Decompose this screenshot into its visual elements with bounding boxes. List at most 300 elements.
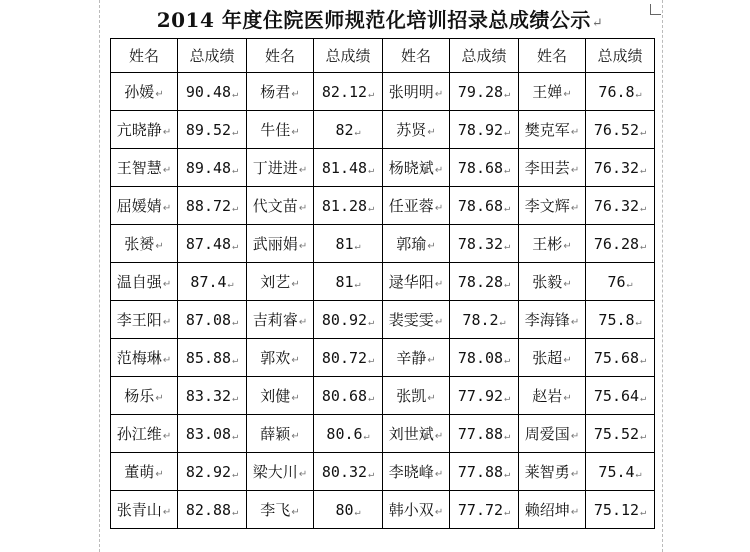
cell-end-mark-icon: ↵	[368, 354, 375, 366]
left-margin-guide	[99, 0, 100, 552]
score-cell	[450, 263, 519, 301]
cell-end-mark-icon: ↵	[635, 88, 642, 100]
name-value: 任亚蓉	[388, 197, 434, 215]
cell-end-mark-icon: ↵	[298, 203, 308, 214]
cell-end-mark-icon: ↵	[434, 317, 444, 328]
score-cell	[178, 301, 247, 339]
cell-end-mark-icon: ↵	[504, 202, 511, 214]
name-value: 杨君	[260, 83, 291, 101]
score-value: 80.92	[321, 310, 368, 329]
score-value: 83.32	[185, 386, 232, 405]
score-cell	[178, 339, 247, 377]
score-cell	[178, 491, 247, 529]
column-header-name: 姓名	[247, 39, 314, 73]
cell-end-mark-icon: ↵	[155, 241, 164, 252]
score-cell	[178, 225, 247, 263]
score-cell	[450, 339, 519, 377]
name-value: 吉莉睿	[252, 311, 298, 329]
name-value: 孙媛	[124, 83, 155, 101]
cell-end-mark-icon: ↵	[434, 165, 444, 176]
cell-end-mark-icon: ↵	[570, 317, 580, 328]
score-value: 78.2	[462, 310, 499, 329]
name-value: 逯华阳	[388, 273, 434, 291]
score-value: 80.72	[321, 348, 368, 367]
cell-end-mark-icon: ↵	[368, 202, 375, 214]
cell-end-mark-icon: ↵	[298, 241, 308, 252]
name-value: 牛佳	[260, 121, 291, 139]
cell-end-mark-icon: ↵	[155, 393, 164, 404]
score-value: 81	[335, 234, 354, 253]
name-cell	[383, 225, 450, 263]
score-value: 75.68	[593, 348, 640, 367]
score-value: 80	[335, 500, 354, 519]
name-cell	[519, 263, 586, 301]
name-value: 杨晓斌	[388, 159, 434, 177]
name-value: 张凯	[396, 387, 427, 405]
name-cell	[111, 187, 178, 225]
cell-end-mark-icon: ↵	[232, 506, 239, 518]
table-row	[111, 149, 655, 187]
cell-end-mark-icon: ↵	[640, 126, 647, 138]
name-cell	[111, 339, 178, 377]
score-cell	[178, 73, 247, 111]
name-value: 杨乐	[124, 387, 155, 405]
cell-end-mark-icon: ↵	[291, 355, 300, 366]
name-value: 张明明	[388, 83, 434, 101]
score-cell	[586, 453, 655, 491]
score-cell	[450, 301, 519, 339]
right-margin-guide	[662, 0, 663, 552]
name-cell	[111, 111, 178, 149]
cell-end-mark-icon: ↵	[368, 468, 375, 480]
cell-end-mark-icon: ↵	[298, 317, 308, 328]
name-value: 薛颖	[260, 425, 291, 443]
name-cell	[111, 491, 178, 529]
cell-end-mark-icon: ↵	[162, 279, 172, 290]
name-value: 周爱国	[524, 425, 570, 443]
column-header-score: 总成绩	[314, 39, 383, 73]
name-cell	[383, 73, 450, 111]
name-cell	[247, 263, 314, 301]
name-value: 亢晓静	[116, 121, 162, 139]
cell-end-mark-icon: ↵	[563, 393, 572, 404]
name-value: 张青山	[116, 501, 162, 519]
paragraph-mark-icon: ↵	[591, 16, 604, 31]
score-value: 82.12	[321, 82, 368, 101]
cell-end-mark-icon: ↵	[368, 392, 375, 404]
score-value: 75.4	[598, 462, 635, 481]
cell-end-mark-icon: ↵	[291, 127, 300, 138]
score-value: 77.88	[457, 462, 504, 481]
score-cell	[586, 491, 655, 529]
cell-end-mark-icon: ↵	[232, 430, 239, 442]
score-cell	[314, 453, 383, 491]
cell-end-mark-icon: ↵	[427, 393, 436, 404]
name-cell	[519, 301, 586, 339]
name-value: 李田芸	[524, 159, 570, 177]
name-cell	[383, 187, 450, 225]
cell-end-mark-icon: ↵	[640, 240, 647, 252]
name-cell	[519, 225, 586, 263]
score-value: 87.08	[185, 310, 232, 329]
name-value: 张超	[532, 349, 563, 367]
cell-end-mark-icon: ↵	[427, 127, 436, 138]
name-value: 丁进进	[252, 159, 298, 177]
name-value: 孙江维	[116, 425, 162, 443]
name-cell	[247, 301, 314, 339]
name-value: 董萌	[124, 463, 155, 481]
name-cell	[111, 149, 178, 187]
score-value: 75.8	[598, 310, 635, 329]
name-cell	[519, 149, 586, 187]
score-value: 78.28	[457, 272, 504, 291]
name-value: 赵岩	[532, 387, 563, 405]
name-value: 郭瑜	[396, 235, 427, 253]
cell-end-mark-icon: ↵	[626, 278, 633, 290]
name-cell	[111, 225, 178, 263]
name-cell	[383, 111, 450, 149]
name-value: 赖绍坤	[524, 501, 570, 519]
score-value: 85.88	[185, 348, 232, 367]
score-cell	[586, 301, 655, 339]
cell-end-mark-icon: ↵	[635, 468, 642, 480]
name-value: 樊克军	[524, 121, 570, 139]
name-cell	[383, 377, 450, 415]
score-cell	[314, 187, 383, 225]
score-value: 83.08	[185, 424, 232, 443]
name-cell	[247, 453, 314, 491]
score-cell	[586, 263, 655, 301]
table-body	[111, 73, 655, 529]
cell-end-mark-icon: ↵	[427, 241, 436, 252]
score-cell	[586, 339, 655, 377]
cell-end-mark-icon: ↵	[232, 88, 239, 100]
cell-end-mark-icon: ↵	[563, 89, 572, 100]
cell-end-mark-icon: ↵	[640, 430, 647, 442]
name-cell	[247, 111, 314, 149]
score-cell	[178, 111, 247, 149]
document-title	[100, 4, 660, 32]
score-value: 76.32	[593, 196, 640, 215]
score-cell	[314, 415, 383, 453]
score-cell	[586, 149, 655, 187]
table-row	[111, 73, 655, 111]
cell-end-mark-icon: ↵	[434, 431, 444, 442]
name-value: 刘艺	[260, 273, 291, 291]
cell-end-mark-icon: ↵	[232, 202, 239, 214]
score-value: 76.52	[593, 120, 640, 139]
cell-end-mark-icon: ↵	[434, 279, 444, 290]
name-value: 李晓峰	[388, 463, 434, 481]
score-cell	[314, 149, 383, 187]
name-value: 张赟	[124, 235, 155, 253]
score-value: 80.32	[321, 462, 368, 481]
name-cell	[383, 453, 450, 491]
score-value: 75.64	[593, 386, 640, 405]
column-header-name: 姓名	[383, 39, 450, 73]
cell-end-mark-icon: ↵	[504, 354, 511, 366]
name-cell	[247, 415, 314, 453]
cell-end-mark-icon: ↵	[368, 88, 375, 100]
score-value: 77.72	[457, 500, 504, 519]
name-cell	[519, 73, 586, 111]
score-cell	[314, 301, 383, 339]
cell-end-mark-icon: ↵	[162, 127, 172, 138]
name-value: 梁大川	[252, 463, 298, 481]
cell-end-mark-icon: ↵	[363, 430, 370, 442]
score-cell	[314, 225, 383, 263]
score-cell	[450, 415, 519, 453]
cell-end-mark-icon: ↵	[354, 126, 361, 138]
column-header-score: 总成绩	[178, 39, 247, 73]
name-value: 韩小双	[388, 501, 434, 519]
score-value: 89.52	[185, 120, 232, 139]
score-cell	[178, 187, 247, 225]
cell-end-mark-icon: ↵	[635, 316, 642, 328]
score-cell	[314, 339, 383, 377]
cell-end-mark-icon: ↵	[640, 164, 647, 176]
cell-end-mark-icon: ↵	[162, 165, 172, 176]
score-cell	[586, 111, 655, 149]
name-cell	[111, 415, 178, 453]
cell-end-mark-icon: ↵	[232, 240, 239, 252]
name-cell	[519, 377, 586, 415]
score-cell	[178, 453, 247, 491]
cell-end-mark-icon: ↵	[232, 164, 239, 176]
score-cell	[450, 225, 519, 263]
name-value: 王智慧	[116, 159, 162, 177]
cell-end-mark-icon: ↵	[563, 241, 572, 252]
name-cell	[383, 149, 450, 187]
cell-end-mark-icon: ↵	[155, 469, 164, 480]
name-cell	[383, 415, 450, 453]
name-value: 莱智勇	[524, 463, 570, 481]
name-cell	[519, 491, 586, 529]
table-row	[111, 453, 655, 491]
score-value: 75.12	[593, 500, 640, 519]
score-cell	[450, 377, 519, 415]
name-cell	[383, 339, 450, 377]
cell-end-mark-icon: ↵	[570, 431, 580, 442]
score-value: 81.48	[321, 158, 368, 177]
table-row	[111, 301, 655, 339]
score-cell	[586, 73, 655, 111]
name-cell	[111, 73, 178, 111]
table-row	[111, 225, 655, 263]
cell-end-mark-icon: ↵	[640, 506, 647, 518]
name-value: 武丽娟	[252, 235, 298, 253]
score-value: 76.8	[598, 82, 635, 101]
name-cell	[247, 187, 314, 225]
name-cell	[247, 73, 314, 111]
cell-end-mark-icon: ↵	[434, 507, 444, 518]
score-cell	[586, 225, 655, 263]
cell-end-mark-icon: ↵	[291, 89, 300, 100]
cell-end-mark-icon: ↵	[504, 126, 511, 138]
score-cell	[314, 73, 383, 111]
score-value: 78.68	[457, 196, 504, 215]
table-row	[111, 263, 655, 301]
score-value: 87.4	[190, 272, 227, 291]
cell-end-mark-icon: ↵	[368, 164, 375, 176]
score-cell	[450, 491, 519, 529]
name-cell	[383, 301, 450, 339]
cell-end-mark-icon: ↵	[570, 469, 580, 480]
score-value: 81	[335, 272, 354, 291]
score-cell	[450, 187, 519, 225]
score-value: 76	[607, 272, 626, 291]
cell-end-mark-icon: ↵	[354, 506, 361, 518]
cell-end-mark-icon: ↵	[227, 278, 234, 290]
name-value: 范梅琳	[116, 349, 162, 367]
cell-end-mark-icon: ↵	[232, 316, 239, 328]
column-header-score: 总成绩	[586, 39, 655, 73]
cell-end-mark-icon: ↵	[291, 279, 300, 290]
cell-end-mark-icon: ↵	[434, 203, 444, 214]
cell-end-mark-icon: ↵	[162, 203, 172, 214]
score-value: 82.92	[185, 462, 232, 481]
table-row	[111, 491, 655, 529]
name-value: 张毅	[532, 273, 563, 291]
score-table	[110, 38, 655, 529]
cell-end-mark-icon: ↵	[640, 354, 647, 366]
score-cell	[314, 491, 383, 529]
cell-end-mark-icon: ↵	[162, 507, 172, 518]
cell-end-mark-icon: ↵	[504, 164, 511, 176]
cell-end-mark-icon: ↵	[563, 355, 572, 366]
score-cell	[586, 415, 655, 453]
cell-end-mark-icon: ↵	[434, 89, 444, 100]
score-value: 77.92	[457, 386, 504, 405]
cell-end-mark-icon: ↵	[504, 468, 511, 480]
score-cell	[178, 377, 247, 415]
score-value: 81.28	[321, 196, 368, 215]
name-value: 苏贤	[396, 121, 427, 139]
cell-end-mark-icon: ↵	[504, 88, 511, 100]
cell-end-mark-icon: ↵	[232, 468, 239, 480]
cell-end-mark-icon: ↵	[504, 240, 511, 252]
cell-end-mark-icon: ↵	[434, 469, 444, 480]
column-header-score: 总成绩	[450, 39, 519, 73]
score-value: 78.92	[457, 120, 504, 139]
cell-end-mark-icon: ↵	[504, 392, 511, 404]
score-cell	[178, 263, 247, 301]
name-value: 李海锋	[524, 311, 570, 329]
score-value: 75.52	[593, 424, 640, 443]
name-value: 李王阳	[116, 311, 162, 329]
cell-end-mark-icon: ↵	[427, 355, 436, 366]
cell-end-mark-icon: ↵	[291, 393, 300, 404]
name-value: 李飞	[260, 501, 291, 519]
score-value: 77.88	[457, 424, 504, 443]
score-cell	[178, 149, 247, 187]
score-value: 76.28	[593, 234, 640, 253]
cell-end-mark-icon: ↵	[354, 240, 361, 252]
score-value: 78.08	[457, 348, 504, 367]
score-value: 82	[335, 120, 354, 139]
cell-end-mark-icon: ↵	[570, 127, 580, 138]
name-cell	[519, 453, 586, 491]
table-header-row	[111, 39, 655, 73]
name-cell	[111, 453, 178, 491]
name-value: 温自强	[116, 273, 162, 291]
table-row	[111, 415, 655, 453]
table-row	[111, 339, 655, 377]
name-cell	[247, 339, 314, 377]
score-cell	[178, 415, 247, 453]
score-value: 82.88	[185, 500, 232, 519]
cell-end-mark-icon: ↵	[354, 278, 361, 290]
cell-end-mark-icon: ↵	[570, 507, 580, 518]
cell-end-mark-icon: ↵	[155, 89, 164, 100]
score-value: 78.68	[457, 158, 504, 177]
name-value: 刘世斌	[388, 425, 434, 443]
cell-end-mark-icon: ↵	[298, 469, 308, 480]
cell-end-mark-icon: ↵	[232, 126, 239, 138]
score-cell	[450, 453, 519, 491]
score-cell	[450, 73, 519, 111]
cell-end-mark-icon: ↵	[499, 316, 506, 328]
score-value: 90.48	[185, 82, 232, 101]
name-value: 王婵	[532, 83, 563, 101]
cell-end-mark-icon: ↵	[640, 202, 647, 214]
name-value: 王彬	[532, 235, 563, 253]
score-cell	[450, 149, 519, 187]
score-value: 79.28	[457, 82, 504, 101]
name-value: 辛静	[396, 349, 427, 367]
cell-end-mark-icon: ↵	[162, 317, 172, 328]
score-cell	[314, 111, 383, 149]
name-cell	[247, 377, 314, 415]
name-cell	[111, 377, 178, 415]
table-row	[111, 377, 655, 415]
score-cell	[314, 263, 383, 301]
cell-end-mark-icon: ↵	[640, 392, 647, 404]
name-cell	[111, 263, 178, 301]
cell-end-mark-icon: ↵	[291, 507, 300, 518]
name-cell	[519, 111, 586, 149]
cell-end-mark-icon: ↵	[368, 316, 375, 328]
column-header-name: 姓名	[111, 39, 178, 73]
cell-end-mark-icon: ↵	[570, 203, 580, 214]
name-value: 刘健	[260, 387, 291, 405]
name-cell	[383, 491, 450, 529]
name-value: 代文苗	[252, 197, 298, 215]
cell-end-mark-icon: ↵	[162, 355, 172, 366]
table-row	[111, 187, 655, 225]
name-cell	[383, 263, 450, 301]
score-cell	[586, 377, 655, 415]
table-row	[111, 111, 655, 149]
score-value: 76.32	[593, 158, 640, 177]
score-value: 78.32	[457, 234, 504, 253]
name-value: 郭欢	[260, 349, 291, 367]
name-cell	[247, 491, 314, 529]
cell-end-mark-icon: ↵	[232, 392, 239, 404]
cell-end-mark-icon: ↵	[298, 165, 308, 176]
score-cell	[450, 111, 519, 149]
score-value: 88.72	[185, 196, 232, 215]
name-cell	[247, 225, 314, 263]
cell-end-mark-icon: ↵	[232, 354, 239, 366]
document-title-text: 2014 年度住院医师规范化培训招录总成绩公示	[156, 8, 591, 32]
name-value: 屈媛婧	[116, 197, 162, 215]
score-cell	[314, 377, 383, 415]
name-cell	[519, 415, 586, 453]
cell-end-mark-icon: ↵	[162, 431, 172, 442]
cell-end-mark-icon: ↵	[563, 279, 572, 290]
cell-end-mark-icon: ↵	[504, 278, 511, 290]
